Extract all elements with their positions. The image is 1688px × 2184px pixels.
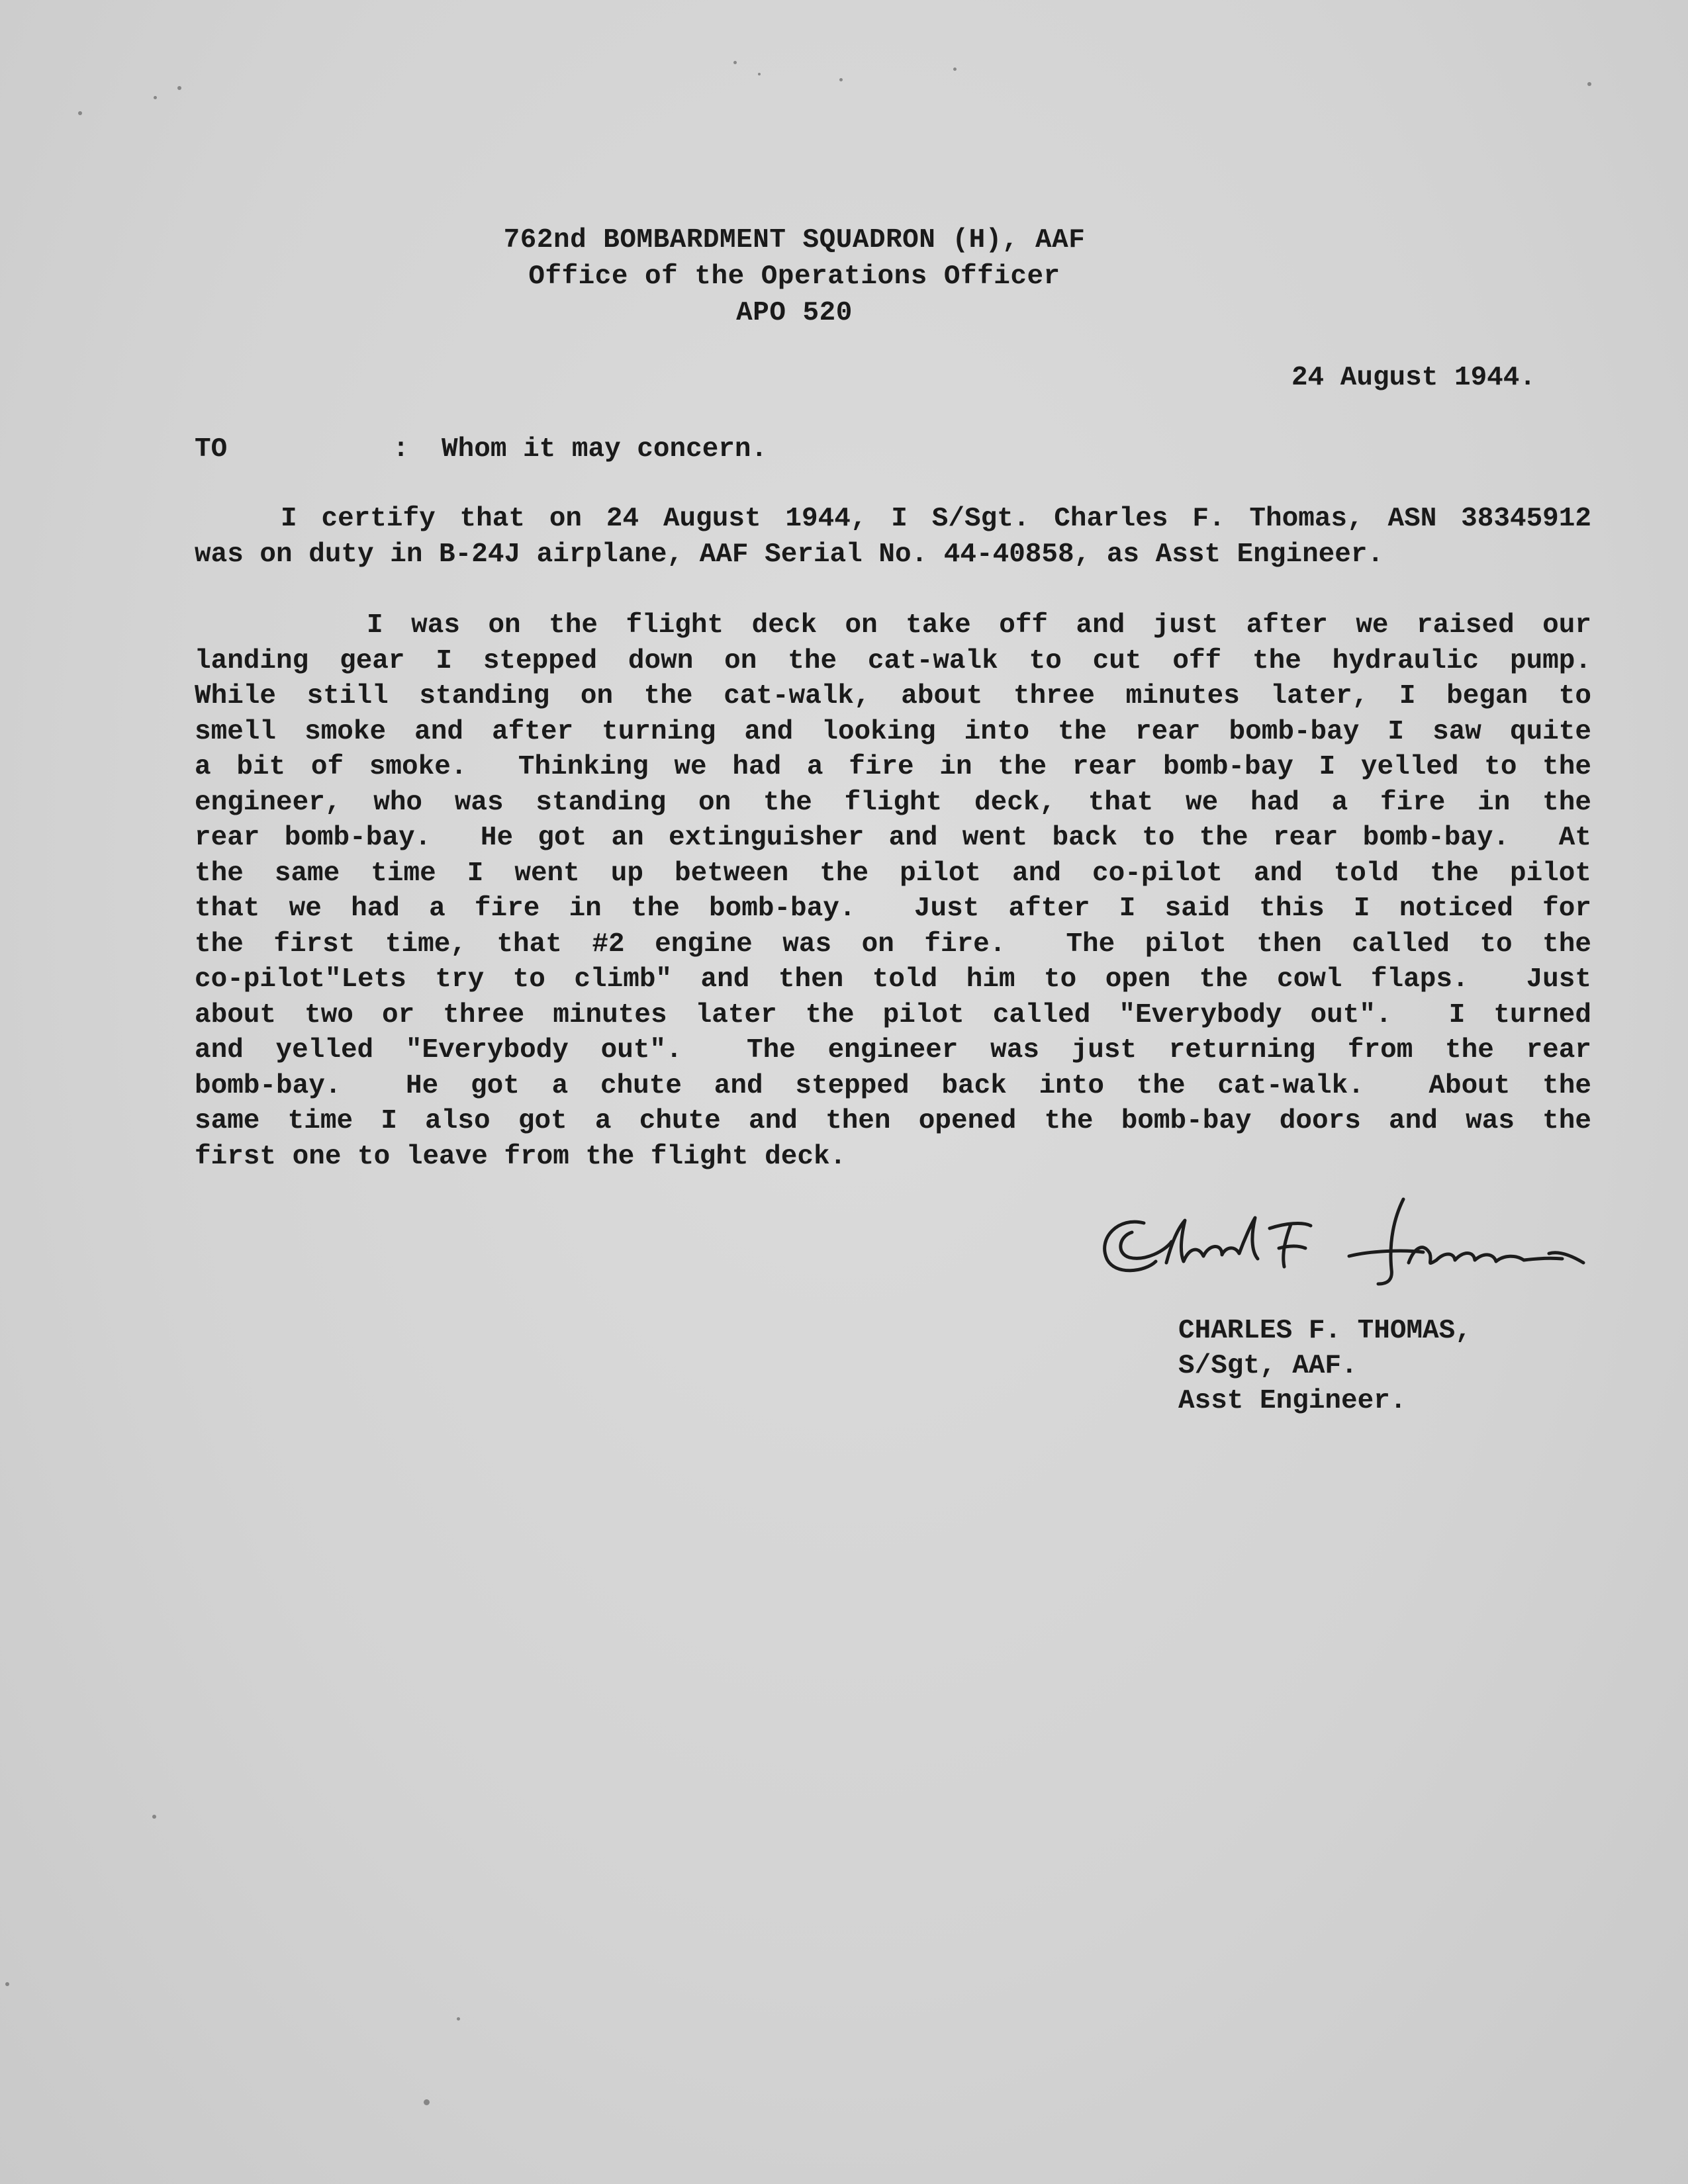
signer-title: Asst Engineer. <box>1178 1386 1407 1416</box>
to-recipient: Whom it may concern. <box>442 434 768 465</box>
paragraph-line: smell smoke and after turning and looking into the rear bomb-bay I saw quite <box>195 716 1591 747</box>
scan-speck <box>177 86 181 90</box>
paragraph-line: first one to leave from the flight deck. <box>195 1141 847 1172</box>
paragraph-line: co-pilot"Lets try to climb" and then told him to open the cowl flaps. Just <box>195 964 1591 995</box>
letterhead-apo: APO 520 <box>736 298 853 328</box>
to-separator: : <box>393 434 409 465</box>
paragraph-line: and yelled "Everybody out". The engineer was just returning from the rear <box>195 1035 1591 1066</box>
paragraph-line: engineer, who was standing on the flight deck, that we had a fire in the <box>195 787 1591 818</box>
signer-rank: S/Sgt, AAF. <box>1178 1351 1358 1381</box>
paragraph-line: landing gear I stepped down on the cat-walk to cut off the hydraulic pump. <box>195 645 1591 676</box>
paragraph-line: the first time, that #2 engine was on fire. The pilot then called to the <box>195 929 1591 960</box>
paragraph-line: bomb-bay. He got a chute and stepped back into the cat-walk. About the <box>195 1070 1591 1101</box>
scan-speck <box>457 2017 460 2021</box>
to-line <box>195 432 767 468</box>
scan-speck <box>152 1815 156 1819</box>
scan-speck <box>5 1982 9 1986</box>
paragraph-line: the same time I went up between the pilot and co-pilot and told the pilot <box>195 858 1591 889</box>
paragraph-line: rear bomb-bay. He got an extinguisher and went back to the rear bomb-bay. At <box>195 823 1591 853</box>
letterhead-office: Office of the Operations Officer <box>528 261 1060 292</box>
paragraph-line: same time I also got a chute and then opened the bomb-bay doors and was the <box>195 1106 1591 1136</box>
paragraph-line: that we had a fire in the bomb-bay. Just after I said this I noticed for <box>195 893 1591 924</box>
paragraph-line: about two or three minutes later the pilot called "Everybody out". I turned <box>195 999 1591 1030</box>
scan-speck <box>758 73 761 75</box>
incident-paragraph <box>195 608 1591 1175</box>
scan-speck <box>154 96 157 99</box>
signature-block <box>1178 1314 1472 1419</box>
scan-speck <box>839 78 843 81</box>
letterhead <box>463 222 1125 332</box>
letterhead-unit: 762nd BOMBARDMENT SQUADRON (H), AAF <box>503 225 1086 255</box>
paragraph-line: I was on the flight deck on take off and just after we raised our <box>367 610 1591 641</box>
scan-speck <box>1587 82 1591 86</box>
handwritten-signature <box>1092 1185 1595 1291</box>
scan-speck <box>424 2099 430 2105</box>
paragraph-line: I certify that on 24 August 1944, I S/Sgt. Charles F. Thomas, ASN 38345912 <box>281 504 1591 534</box>
document-date: 24 August 1944. <box>1291 363 1536 393</box>
paragraph-line: While still standing on the cat-walk, about three minutes later, I began to <box>195 681 1591 711</box>
scan-speck <box>953 68 957 71</box>
certification-paragraph <box>195 502 1591 572</box>
scan-speck <box>733 61 737 64</box>
to-label: TO <box>195 434 228 465</box>
scan-speck <box>78 111 82 115</box>
signer-name: CHARLES F. THOMAS, <box>1178 1316 1472 1346</box>
paragraph-line: was on duty in B-24J airplane, AAF Serial No. 44-40858, as Asst Engineer. <box>195 539 1384 570</box>
paragraph-line: a bit of smoke. Thinking we had a fire in the rear bomb-bay I yelled to the <box>195 752 1591 782</box>
